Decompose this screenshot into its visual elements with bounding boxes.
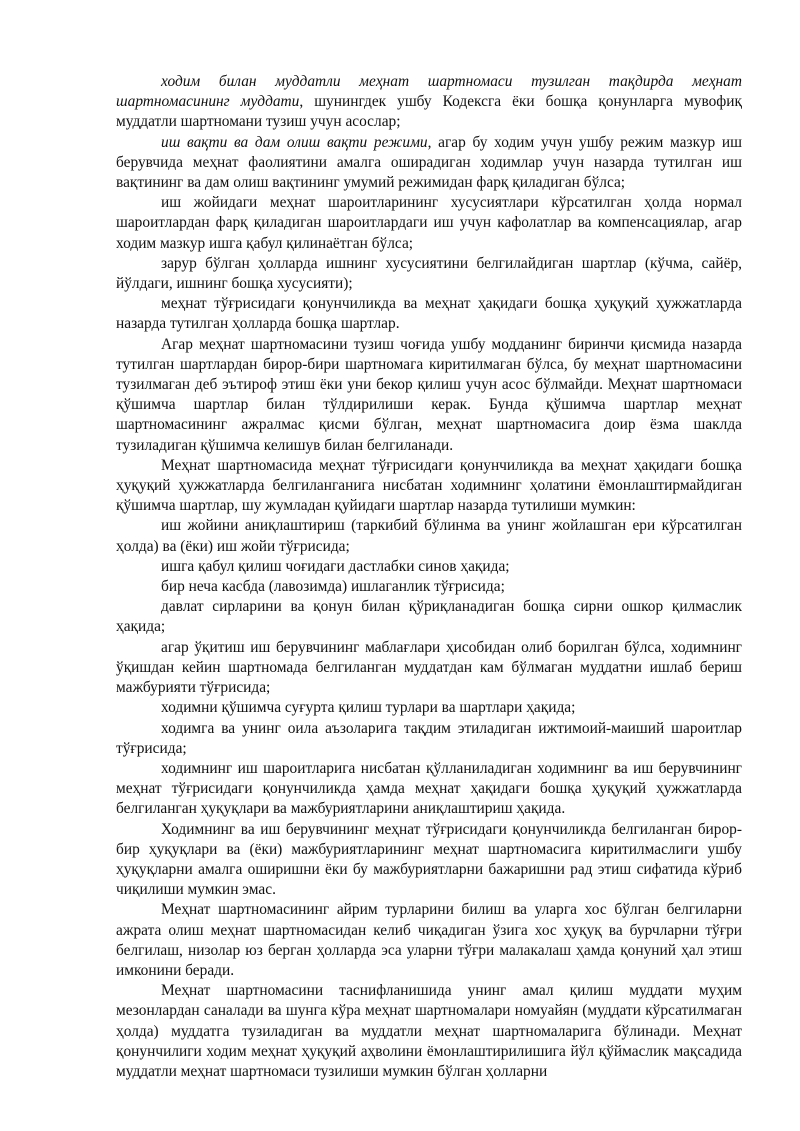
paragraph-text: , шунингдек ушбу Кодексга ёки бошқа қонунларга мувофиқ муддатли шартномани тузиш учун асослар;: [116, 93, 742, 131]
paragraph: [116, 133, 742, 194]
paragraph: [116, 719, 742, 759]
paragraph-text: Меҳнат шартномасини таснифланишида унинг амал қилиш муддати муҳим мезонлардан саналади ва шунга кўра меҳнат шартномалари номуайян (муддати кўрсатилмаган ҳолда) муддатга тузиладиган ва муддатли меҳнат шартномаларига бўлинади. Меҳнат қонунчилиги ходим меҳнат ҳуқуқий аҳволини ёмонлаштирилишига йўл қўймаслик мақсадида муддатли меҳнат шартномаси тузилиши мумкин бўлган ҳолларни: [116, 982, 742, 1080]
paragraph: [116, 456, 742, 517]
paragraph: [116, 759, 742, 820]
document-page: [116, 72, 742, 1082]
paragraph: [116, 335, 742, 456]
paragraph-text: , агар бу ходим учун ушбу режим мазкур иш берувчида меҳнат фаолиятини амалга оширадиган ходимлар учун назарда тутилган иш вақтининг ва дам олиш вақтининг умумий режимидан фарқ қиладиган бўлса;: [116, 133, 742, 192]
paragraph-text: иш жойидаги меҳнат шароитларининг хусусиятлари кўрсатилган ҳолда нормал шароитлардан фарқ қиладиган шароитлардаги иш учун кафолатлар ва компенсациялар, агар ходим мазкур ишга қабул қилинаётган бўлса;: [116, 194, 742, 252]
paragraph-text: ишга қабул қилиш чоғидаги дастлабки синов ҳақида;: [161, 557, 510, 575]
paragraph: [116, 193, 742, 254]
paragraph-text: агар ўқитиш иш берувчининг маблағлари ҳисобидан олиб борилган бўлса, ходимнинг ўқишдан кейин шартномада белгиланган муддатдан кам бўлмаган муддатни ишлаб бериш мажбурияти тўғрисида;: [116, 638, 742, 697]
paragraph-text: Меҳнат шартномасининг айрим турларини билиш ва уларга хос бўлган белгиларни ажрата олиш меҳнат шартномасидан келиб чиқадиган ўзига хос ҳуқуқ ва бурчларни тўғри белгилаш, низолар юз берган ҳолларда эса уларни тўғри малакалаш ҳамда қонуний ҳал этиш имконини беради.: [116, 901, 742, 979]
paragraph: [116, 638, 742, 699]
paragraph-text: иш жойини аниқлаштириш (таркибий бўлинма ва унинг жойлашган ери кўрсатилган ҳолда) ва (ёки) иш жойи тўғрисида;: [116, 517, 742, 555]
paragraph-text: Меҳнат шартномасида меҳнат тўғрисидаги қонунчиликда ва меҳнат ҳақидаги бошқа ҳуқуқий ҳужжатларда белгиланганига нисбатан ходимнинг ҳолатини ёмонлаштирмайдиган қўшимча шартлар, шу жумладан қуйидаги шартлар назарда тутилиши мумкин:: [116, 456, 742, 515]
paragraph: [116, 577, 742, 597]
paragraph-text: ходимга ва унинг оила аъзоларига тақдим этиладиган ижтимоий-маиший шароитлар тўғрисида;: [116, 719, 742, 757]
paragraph-text: ходимни қўшимча суғурта қилиш турлари ва шартлари ҳақида;: [161, 699, 576, 717]
paragraph: [116, 981, 742, 1082]
italic-term: ходим билан муддатли меҳнат шартномаси тузилган тақдирда меҳнат шартномасининг муддати: [116, 73, 742, 111]
paragraph-text: меҳнат тўғрисидаги қонунчиликда ва меҳнат ҳақидаги бошқа ҳуқуқий ҳужжатларда назарда тутилган ҳолларда бошқа шартлар.: [116, 295, 742, 333]
italic-term: иш вақти ва дам олиш вақти режими: [161, 133, 428, 151]
paragraph: [116, 820, 742, 901]
paragraph: [116, 294, 742, 334]
paragraph-text: давлат сирларини ва қонун билан қўриқланадиган бошқа сирни ошкор қилмаслик ҳақида;: [116, 598, 742, 636]
paragraph: [116, 698, 742, 718]
paragraph: [116, 72, 742, 133]
paragraph-text: ходимнинг иш шароитларига нисбатан қўлланиладиган ходимнинг ва иш берувчининг меҳнат тўғрисидаги қонунчиликда ҳамда меҳнат ҳақидаги бошқа ҳуқуқий ҳужжатларда белгиланган ҳуқуқлари ва мажбуриятларини аниқлаштириш ҳақида.: [116, 759, 742, 818]
paragraph-text: зарур бўлган ҳолларда ишнинг хусусиятини белгилайдиган шартлар (кўчма, сайёр, йўлдаги, ишнинг бошқа хусусияти);: [116, 254, 742, 293]
paragraph: [116, 516, 742, 556]
paragraph-text: бир неча касбда (лавозимда) ишлаганлик тўғрисида;: [161, 578, 505, 596]
paragraph-text: Ходимнинг ва иш берувчининг меҳнат тўғрисидаги қонунчиликда белгиланган бирор-бир ҳуқуқлари ва (ёки) мажбуриятларининг меҳнат шартномасига киритилмаслиги ушбу ҳуқуқларни амалга оширишни ёки бу мажбуриятларни бажаришни рад этиш сифатида кўриб чиқилиши мумкин эмас.: [116, 820, 742, 899]
paragraph: [116, 900, 742, 981]
paragraph-text: Агар меҳнат шартномасини тузиш чоғида ушбу модданинг биринчи қисмида назарда тутилган шартлардан бирор-бири шартномага киритилмаган бўлса, бу меҳнат шартномасини тузилмаган деб эътироф этиш ёки уни бекор қилиш учун асос бўлмайди. Меҳнат шартномаси қўшимча шартлар билан тўлдирилиши керак. Бунда қўшимча шартлар меҳнат шартномасининг ажралмас қисми бўлган, меҳнат шартномасига доир ёзма шаклда тузиладиган қўшимча келишув билан белгиланади.: [116, 335, 742, 454]
paragraph: [116, 254, 742, 294]
paragraph: [116, 597, 742, 637]
paragraph: [116, 557, 742, 577]
